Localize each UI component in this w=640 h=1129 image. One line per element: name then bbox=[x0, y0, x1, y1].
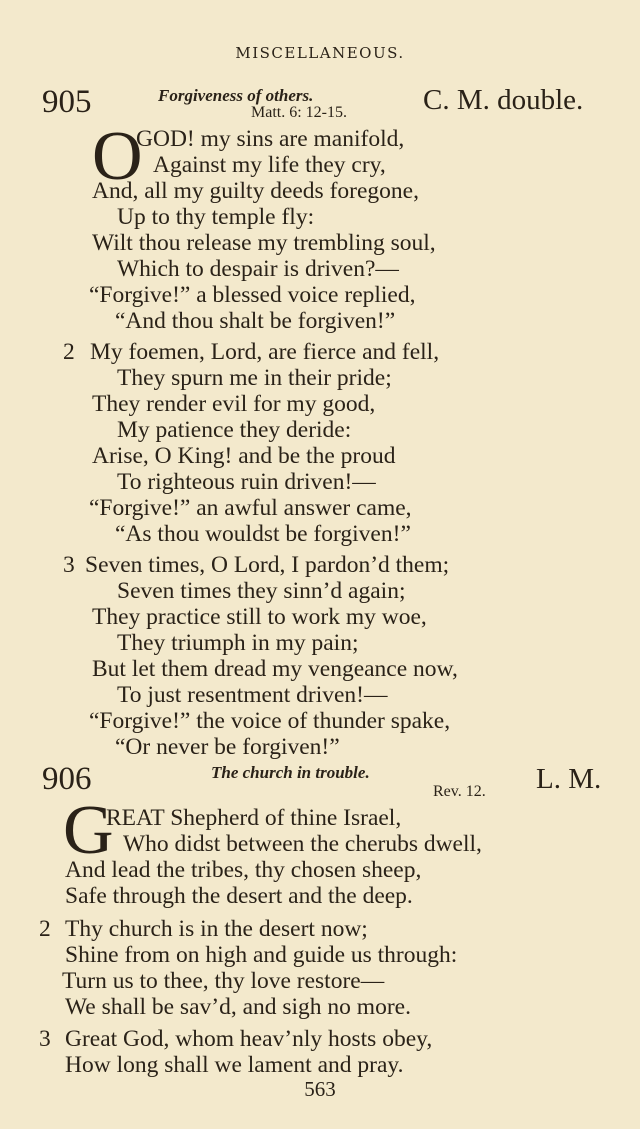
hymn-meter-905: C. M. double. bbox=[423, 84, 584, 116]
verse-line: My patience they deride: bbox=[117, 417, 352, 443]
page-number: 563 bbox=[304, 1077, 336, 1101]
first-line-906: REAT Shepherd of thine Israel, bbox=[106, 805, 402, 831]
verse-line: Shine from on high and guide us through: bbox=[65, 942, 458, 968]
hymn-reference-906: Rev. 12. bbox=[433, 783, 486, 800]
verse-line: Up to thy temple fly: bbox=[117, 204, 315, 230]
verse-line: They practice still to work my woe, bbox=[92, 604, 427, 630]
verse-line: “Forgive!” an awful answer came, bbox=[89, 495, 412, 521]
stanza-number: 2 bbox=[39, 916, 51, 942]
verse-line: Which to despair is driven?— bbox=[117, 256, 399, 282]
drop-cap-906: G bbox=[63, 792, 114, 869]
verse-line: And, all my guilty deeds foregone, bbox=[92, 178, 419, 204]
verse-line: Thy church is in the desert now; bbox=[65, 916, 368, 942]
verse-line: Turn us to thee, thy love restore— bbox=[62, 968, 385, 994]
verse-line: “Forgive!” a blessed voice replied, bbox=[89, 282, 416, 308]
verse-line: Wilt thou release my trembling soul, bbox=[92, 230, 436, 256]
verse-line: They spurn me in their pride; bbox=[117, 365, 392, 391]
drop-cap-905: O bbox=[92, 118, 143, 195]
hymn-subject-905: Forgiveness of others. bbox=[158, 86, 314, 105]
verse-line: “Forgive!” the voice of thunder spake, bbox=[89, 708, 451, 734]
hymn-meter-906: L. M. bbox=[536, 763, 602, 795]
hymn-number-905: 905 bbox=[42, 84, 92, 120]
verse-line: Who didst between the cherubs dwell, bbox=[123, 831, 482, 857]
verse-line: They render evil for my good, bbox=[92, 391, 376, 417]
verse-line: Arise, O King! and be the proud bbox=[92, 443, 396, 469]
verse-line: Safe through the desert and the deep. bbox=[65, 883, 413, 909]
verse-line: But let them dread my vengeance now, bbox=[92, 656, 458, 682]
verse-line: To righteous ruin driven!— bbox=[117, 469, 376, 495]
hymn-reference-905: Matt. 6: 12-15. bbox=[251, 104, 347, 121]
verse-line: “As thou wouldst be forgiven!” bbox=[115, 521, 411, 547]
verse-line: Seven times, O Lord, I pardon’d them; bbox=[85, 552, 450, 578]
verse-line: They triumph in my pain; bbox=[117, 630, 359, 656]
verse-line: “And thou shalt be forgiven!” bbox=[115, 308, 396, 334]
verse-line: We shall be sav’d, and sigh no more. bbox=[65, 994, 411, 1020]
verse-line: How long shall we lament and pray. bbox=[65, 1052, 404, 1078]
first-line-905: GOD! my sins are manifold, bbox=[136, 126, 405, 152]
stanza-number: 3 bbox=[39, 1026, 51, 1052]
verse-line: Seven times they sinn’d again; bbox=[117, 578, 406, 604]
hymn-number-906: 906 bbox=[42, 761, 92, 797]
verse-line: Against my life they cry, bbox=[153, 152, 386, 178]
verse-line: And lead the tribes, thy chosen sheep, bbox=[65, 857, 422, 883]
verse-line: My foemen, Lord, are fierce and fell, bbox=[90, 339, 440, 365]
stanza-number: 3 bbox=[63, 552, 75, 578]
verse-line: Great God, whom heav’nly hosts obey, bbox=[65, 1026, 433, 1052]
verse-line: “Or never be forgiven!” bbox=[115, 734, 340, 760]
hymn-subject-906: The church in trouble. bbox=[211, 763, 370, 782]
running-head: MISCELLANEOUS. bbox=[235, 44, 405, 62]
stanza-number: 2 bbox=[63, 339, 75, 365]
verse-line: To just resentment driven!— bbox=[117, 682, 388, 708]
